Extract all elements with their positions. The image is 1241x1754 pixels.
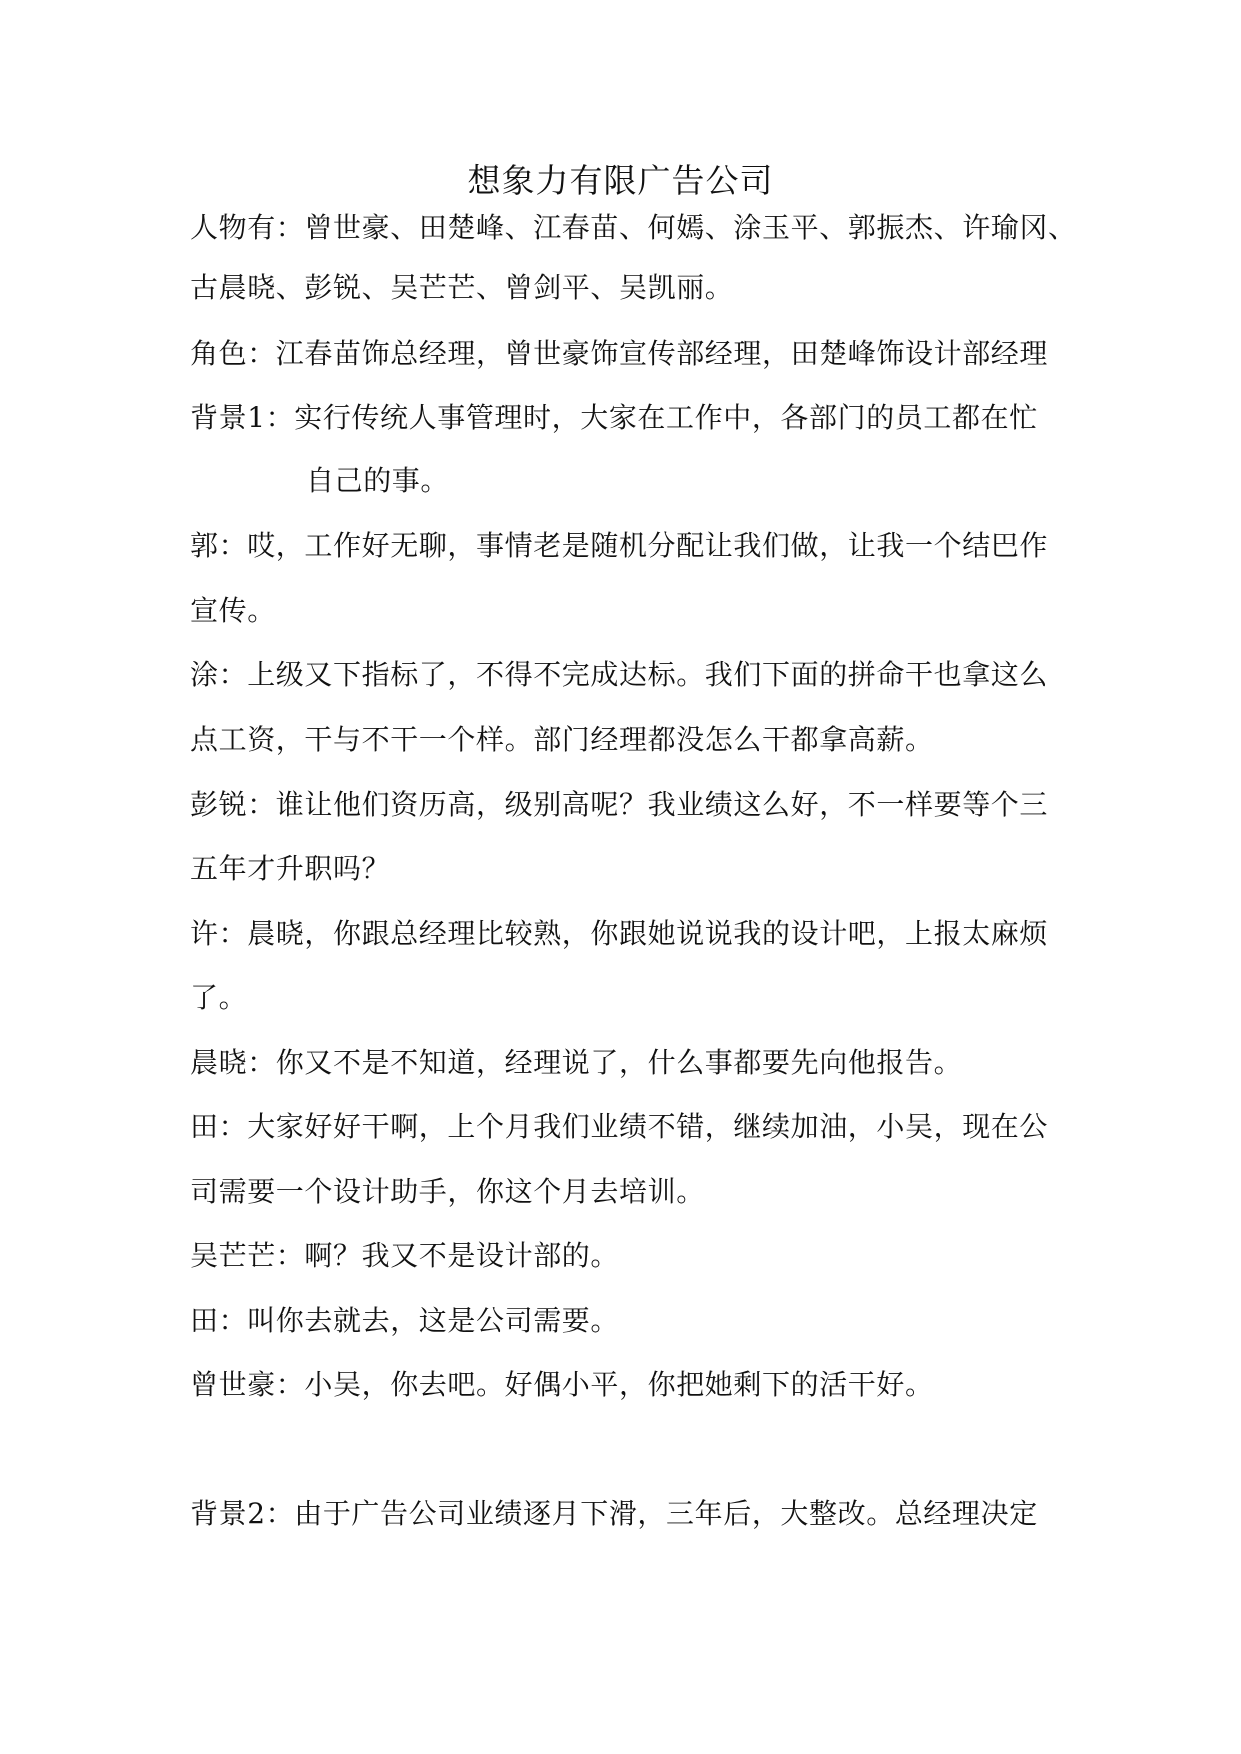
dialogue-zeng-line: 曾世豪：小吴，你去吧。好偶小平，你把她剩下的活干好。 (190, 1368, 934, 1401)
dialogue-tian-line-1: 田：大家好好干啊，上个月我们业绩不错，继续加油，小吴，现在公 (190, 1110, 1049, 1143)
dialogue-tu-line-2: 点工资，干与不干一个样。部门经理都没怎么干都拿高薪。 (190, 723, 934, 756)
dialogue-tian-line-3: 田：叫你去就去，这是公司需要。 (190, 1304, 620, 1337)
dialogue-chenxiao-line: 晨晓：你又不是不知道，经理说了，什么事都要先向他报告。 (190, 1046, 963, 1079)
dialogue-xu-line-1: 许：晨晓，你跟总经理比较熟，你跟她说说我的设计吧，上报太麻烦 (190, 917, 1049, 950)
cast-line-2: 古晨晓、彭锐、吴芒芒、曾剑平、吴凯丽。 (190, 271, 734, 304)
background-2-line: 背景2：由于广告公司业绩逐月下滑，三年后，大整改。总经理决定 (190, 1497, 1038, 1530)
dialogue-peng-line-2: 五年才升职吗？ (190, 852, 391, 885)
dialogue-guo-line-2: 宣传。 (190, 594, 276, 627)
cast-line-1: 人物有：曾世豪、田楚峰、江春苗、何嫣、涂玉平、郭振杰、许瑜冈、 (190, 211, 1077, 244)
background-1-line-1: 背景1：实行传统人事管理时，大家在工作中，各部门的员工都在忙 (190, 401, 1038, 434)
dialogue-peng-line-1: 彭锐：谁让他们资历高，级别高呢？我业绩这么好，不一样要等个三 (190, 788, 1049, 821)
document-title: 想象力有限广告公司 (467, 161, 774, 200)
dialogue-guo-line-1: 郭：哎，工作好无聊，事情老是随机分配让我们做，让我一个结巴作 (190, 529, 1049, 562)
dialogue-tu-line-1: 涂：上级又下指标了，不得不完成达标。我们下面的拼命干也拿这么 (190, 658, 1049, 691)
dialogue-xu-line-2: 了。 (190, 981, 248, 1014)
dialogue-tian-line-2: 司需要一个设计助手，你这个月去培训。 (190, 1175, 705, 1208)
roles-line: 角色：江春苗饰总经理，曾世豪饰宣传部经理，田楚峰饰设计部经理 (190, 337, 1049, 370)
dialogue-wu-line: 吴芒芒：啊？我又不是设计部的。 (190, 1239, 620, 1272)
background-1-line-2: 自己的事。 (306, 464, 450, 497)
